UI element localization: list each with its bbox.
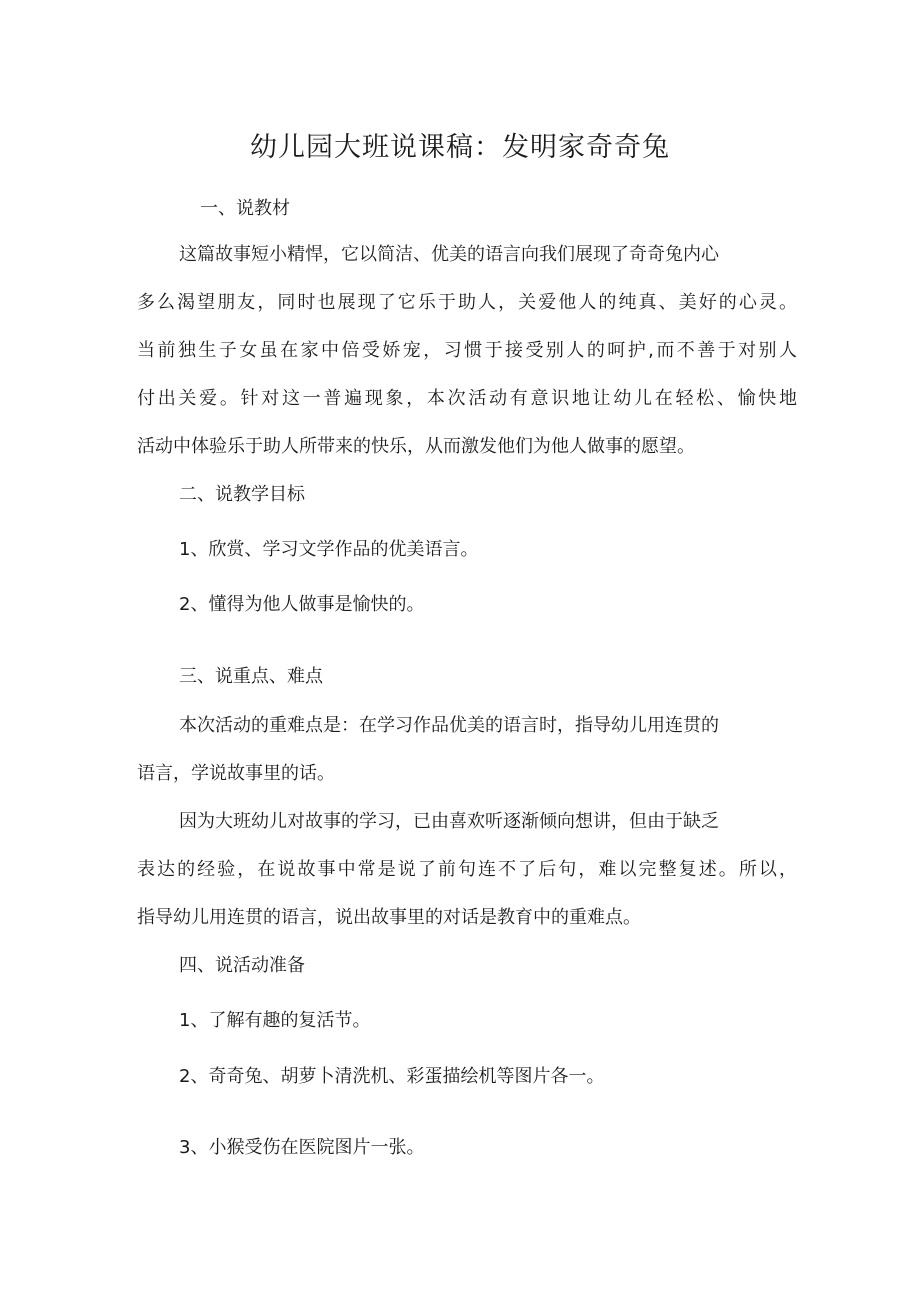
- paragraph-line: 付出关爱。针对这一普遍现象，本次活动有意识地让幼儿在轻松、愉快地: [137, 388, 797, 409]
- section-heading-preparation: 四、说活动准备: [179, 955, 305, 976]
- paragraph-line: 这篇故事短小精悍，它以简洁、优美的语言向我们展现了奇奇兔内心: [179, 244, 719, 265]
- paragraph-line: 因为大班幼儿对故事的学习，已由喜欢听逐渐倾向想讲，但由于缺乏: [179, 811, 719, 832]
- section-heading-teaching-material: 一、说教材: [200, 198, 290, 219]
- list-item: 2、奇奇兔、胡萝卜清洗机、彩蛋描绘机等图片各一。: [179, 1066, 605, 1087]
- paragraph-line: 当前独生子女虽在家中倍受娇宠，习惯于接受别人的呵护,而不善于对别人: [137, 340, 797, 361]
- section-heading-key-points: 三、说重点、难点: [179, 666, 323, 687]
- list-item: 2、懂得为他人做事是愉快的。: [179, 594, 425, 615]
- paragraph-line: 指导幼儿用连贯的语言，说出故事里的对话是教育中的重难点。: [137, 907, 641, 928]
- paragraph-line: 语言，学说故事里的话。: [137, 763, 335, 784]
- paragraph-line: 活动中体验乐于助人所带来的快乐，从而激发他们为他人做事的愿望。: [137, 436, 695, 457]
- section-heading-teaching-goals: 二、说教学目标: [179, 484, 305, 505]
- list-item: 3、小猴受伤在医院图片一张。: [179, 1137, 425, 1158]
- paragraph-line: 表达的经验，在说故事中常是说了前句连不了后句，难以完整复述。所以，: [137, 859, 797, 880]
- list-item: 1、了解有趣的复活节。: [179, 1010, 371, 1031]
- document-title: 幼儿园大班说课稿：发明家奇奇兔: [250, 132, 670, 163]
- paragraph-line: 本次活动的重难点是：在学习作品优美的语言时，指导幼儿用连贯的: [179, 715, 719, 736]
- paragraph-line: 多么渴望朋友，同时也展现了它乐于助人，关爱他人的纯真、美好的心灵。: [137, 292, 797, 313]
- list-item: 1、欣赏、学习文学作品的优美语言。: [179, 539, 479, 560]
